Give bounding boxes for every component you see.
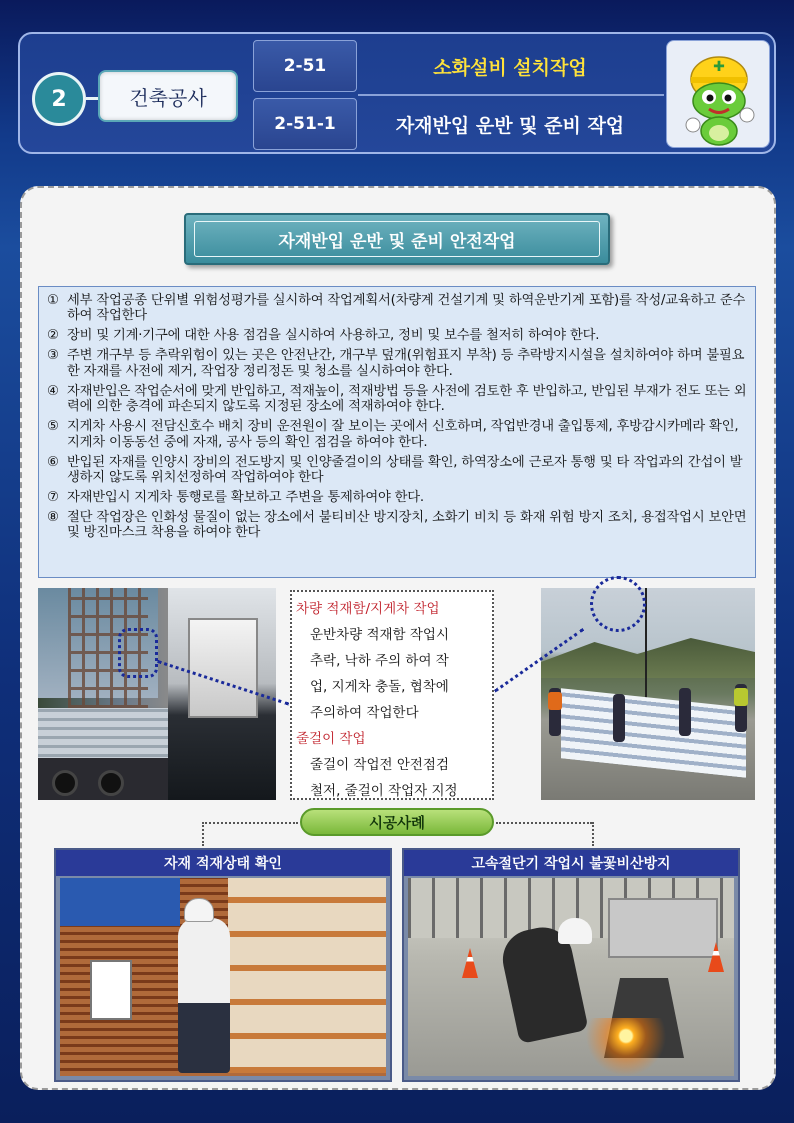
rule-item: ⑦ 자재반입시 지게차 통행로를 확보하고 주변을 통제하여야 한다. [47,490,424,506]
section-title: 자재반입 운반 및 준비 안전작업 [194,221,600,257]
rule-item: ③ 주변 개구부 등 추락위험이 있는 곳은 안전난간, 개구부 덮개(위험표지 부착) 등 추락방지시설을 설치하여야 하며 불필요한 자재를 사전에 제거, 작업장 정리정돈 및 청소를 실시하여야 한다. [47,348,745,379]
rule-item: ④ 자재반입은 작업순서에 맞게 반입하고, 적재높이, 적재방법 등을 사전에 검토한 후 반입하고, 반입된 부재가 전도 또는 외력에 의한 충격에 파손되지 않도록 지정된 장소에 적재하여야 한다. [47,383,747,415]
caption-line: 추락, 낙하 주의 하여 작 [310,653,449,669]
case-card-cutting [402,848,740,1082]
title-sub: 자재반입 운반 및 준비 작업 [395,114,625,137]
code-main: 2-51 [253,40,357,92]
rule-item: ⑤ 지게차 사용시 전담신호수 배치 장비 운전원이 잘 보이는 곳에서 신호하며, 작업반경내 출입통제, 후방감시카메라 확인, 지게차 이동동선 중에 자재, 공사 등의 확인 점검을 하여야 한다. [47,419,739,450]
caption-box [290,590,494,800]
bracket-line [496,822,592,824]
svg-text:✚: ✚ [713,59,725,75]
code-sub: 2-51-1 [253,98,357,150]
caption-line: 철저, 줄걸이 작업자 지정 [310,783,458,799]
bracket-line [202,822,204,846]
case-photo-material [60,878,386,1076]
case-card-material [54,848,392,1082]
highlight-circle-left [118,628,158,678]
case-photo-cutting [408,878,734,1076]
rule-item: ① 세부 작업공종 단위별 위험성평가를 실시하여 작업계획서(차량계 건설기계 및 하역운반기계 포함)를 작성/교육하고 준수하여 작업한다 [47,293,746,324]
section-title-box [184,213,610,265]
caption-line: 업, 지게차 충돌, 협착에 [310,679,449,695]
rule-item: ⑥ 반입된 자재를 인양시 장비의 전도방지 및 인양줄걸이의 상태를 확인, 하역장소에 근로자 통행 및 타 작업과의 간섭이 발생하지 않도록 위치선정하여 작업하여야 한다 [47,454,743,486]
case-title: 고속절단기 작업시 불꽃비산방지 [404,850,738,876]
case-title: 자재 적재상태 확인 [56,850,390,876]
bracket-line [202,822,298,824]
mascot-icon [666,40,770,148]
rules-box [38,286,756,578]
rule-item: ② 장비 및 기계·기구에 대한 사용 점검을 실시하여 사용하고, 정비 및 보수를 철저히 하여야 한다. [47,328,600,344]
header-divider [358,94,664,96]
rule-item: ⑧ 절단 작업장은 인화성 물질이 없는 장소에서 불티비산 방지장치, 소화기 비치 등 화재 위험 방지 조치, 용접작업시 보안면 및 방진마스크 착용을 하여야 한다 [47,510,747,541]
caption-heading: 차량 적재함/지게차 작업 [296,601,440,617]
bracket-line [592,822,594,846]
photo-rigging [541,588,755,800]
photo-truck-loading [38,588,276,800]
caption-line: 줄걸이 작업전 안전점검 [310,757,449,773]
caption-line: 운반차량 적재함 작업시 [310,627,449,643]
category-label: 건축공사 [98,70,238,122]
section-number-badge: 2 [32,72,86,126]
caption-heading: 줄걸이 작업 [296,731,366,747]
caption-line: 주의하여 작업한다 [310,705,419,721]
highlight-circle-right [590,576,646,632]
title-main: 소화설비 설치작업 [433,56,587,79]
subsection-title: 시공사례 [300,808,494,836]
